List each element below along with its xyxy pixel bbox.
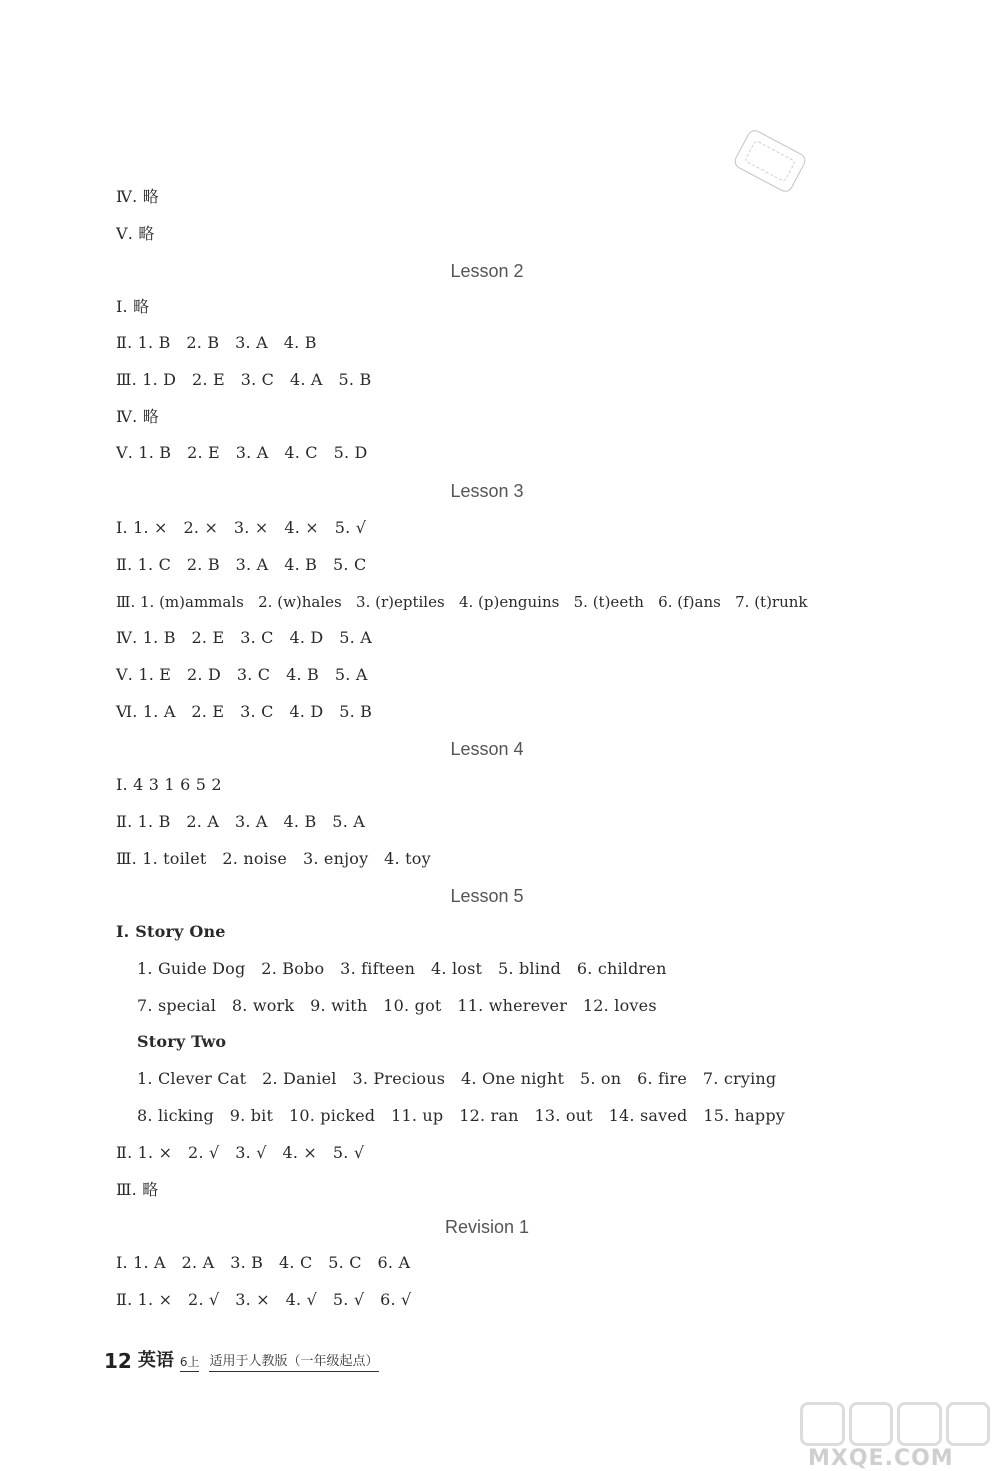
answer-line: 7. special 8. work 9. with 10. got 11. wherever 12. loves (137, 996, 657, 1015)
answer-line: Ⅵ. 1. A 2. E 3. C 4. D 5. B (116, 702, 373, 721)
answer-line: Ⅰ. 4 3 1 6 5 2 (116, 775, 222, 794)
answer-line: Ⅰ. 略 (116, 297, 150, 316)
answer-line: Ⅳ. 1. B 2. E 3. C 4. D 5. A (116, 628, 373, 647)
answer-line: Ⅴ. 1. E 2. D 3. C 4. B 5. A (116, 665, 368, 684)
section-heading: Lesson 5 (450, 886, 524, 906)
watermark-url: MXQE.COM (808, 1446, 954, 1471)
answer-line: Story Two (137, 1032, 227, 1051)
grade-label: 6上 (180, 1354, 200, 1372)
answer-line: Ⅰ. 1. A 2. A 3. B 4. C 5. C 6. A (116, 1253, 411, 1272)
page-number: 12 (104, 1349, 132, 1373)
answer-line: Ⅰ. Story One (116, 922, 226, 941)
answer-line: Ⅴ. 略 (116, 224, 155, 243)
page-footer (104, 1346, 379, 1372)
answer-line: Ⅴ. 1. B 2. E 3. A 4. C 5. D (116, 443, 368, 462)
section-heading: Lesson 2 (450, 261, 524, 281)
answer-line: Ⅲ. 1. toilet 2. noise 3. enjoy 4. toy (116, 849, 431, 868)
answer-line: Ⅳ. 略 (116, 187, 159, 206)
edition-label: 适用于人教版（一年级起点） (209, 1354, 378, 1372)
answer-line: Ⅰ. 1. × 2. × 3. × 4. × 5. √ (116, 518, 367, 537)
watermark-logo-icon (800, 1402, 990, 1446)
answer-line: Ⅲ. 略 (116, 1180, 159, 1199)
answer-line: 1. Guide Dog 2. Bobo 3. fifteen 4. lost 5. blind 6. children (137, 959, 667, 978)
answer-line: 8. licking 9. bit 10. picked 11. up 12. ran 13. out 14. saved 15. happy (137, 1106, 786, 1125)
answer-line: Ⅱ. 1. × 2. √ 3. × 4. √ 5. √ 6. √ (116, 1290, 412, 1309)
answer-line: Ⅳ. 略 (116, 407, 159, 426)
section-heading: Revision 1 (444, 1217, 530, 1237)
answer-line: Ⅲ. 1. D 2. E 3. C 4. A 5. B (116, 370, 372, 389)
answer-line: Ⅱ. 1. B 2. B 3. A 4. B (116, 333, 317, 352)
subject-label: 英语 (137, 1350, 174, 1371)
answer-line: Ⅱ. 1. × 2. √ 3. √ 4. × 5. √ (116, 1143, 365, 1162)
section-heading: Lesson 3 (450, 481, 524, 501)
answer-line: Ⅱ. 1. B 2. A 3. A 4. B 5. A (116, 812, 366, 831)
corner-stamp-icon (732, 127, 808, 194)
answer-line: Ⅲ. 1. (m)ammals 2. (w)hales 3. (r)eptiles 4. (p)enguins 5. (t)eeth 6. (f)ans 7. (t)runk (116, 593, 808, 611)
answer-line: 1. Clever Cat 2. Daniel 3. Precious 4. One night 5. on 6. fire 7. crying (137, 1069, 777, 1088)
section-heading: Lesson 4 (450, 739, 524, 759)
answer-line: Ⅱ. 1. C 2. B 3. A 4. B 5. C (116, 555, 367, 574)
